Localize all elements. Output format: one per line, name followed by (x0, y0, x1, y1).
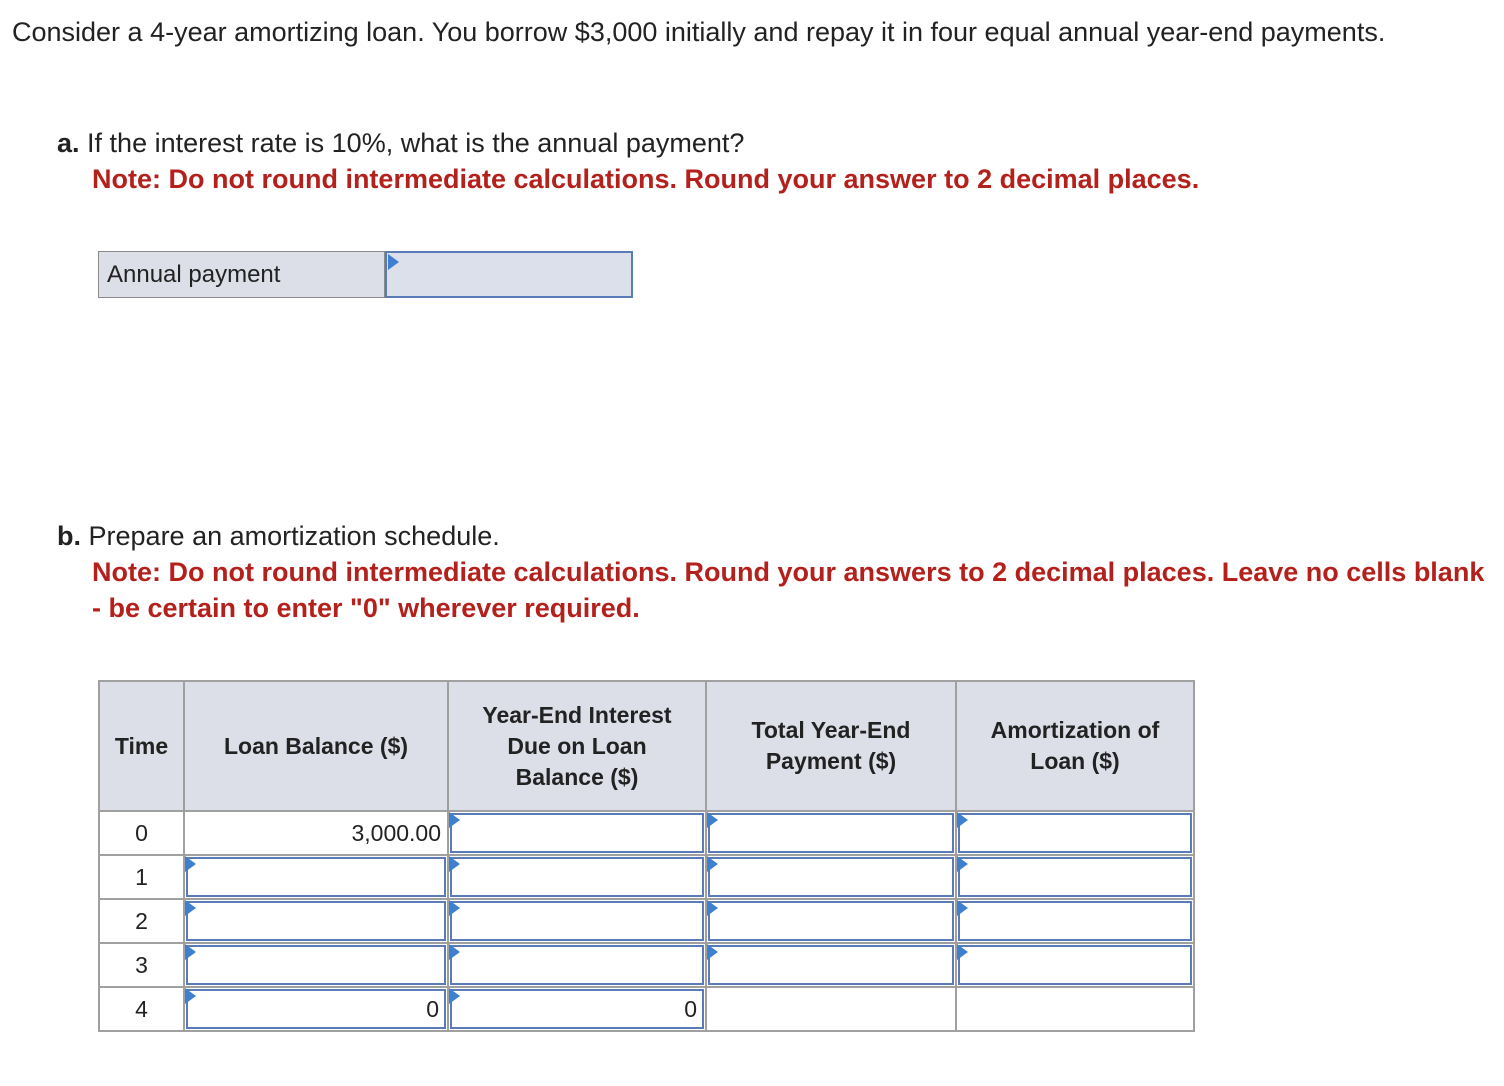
question-a (57, 125, 1497, 197)
time-cell: 2 (99, 899, 184, 943)
loan-balance-cell: 3,000.00 (184, 811, 448, 855)
interest-input[interactable] (448, 899, 706, 943)
payment-input[interactable] (706, 855, 956, 899)
amortization-input[interactable] (956, 811, 1194, 855)
input-marker-icon (388, 254, 399, 270)
input-marker-icon (185, 944, 196, 960)
payment-cell (706, 987, 956, 1031)
time-cell: 1 (99, 855, 184, 899)
input-marker-icon (185, 856, 196, 872)
loan-balance-input[interactable] (184, 987, 448, 1031)
amortization-input[interactable] (956, 855, 1194, 899)
payment-input[interactable] (706, 943, 956, 987)
annual-payment-input[interactable] (385, 251, 633, 298)
question-b (57, 518, 1497, 626)
input-marker-icon (185, 900, 196, 916)
question-a-note: Note: Do not round intermediate calculations. Round your answer to 2 decimal places. (92, 164, 1200, 194)
table-row (99, 943, 1194, 987)
input-marker-icon (957, 856, 968, 872)
input-marker-icon (449, 900, 460, 916)
interest-input[interactable] (448, 855, 706, 899)
amortization-input[interactable] (956, 943, 1194, 987)
loan-balance-value: 0 (426, 996, 439, 1022)
payment-input[interactable] (706, 811, 956, 855)
time-cell: 3 (99, 943, 184, 987)
amortization-schedule-table (98, 680, 1195, 1032)
header-amortization: Amortization of Loan ($) (956, 681, 1194, 811)
annual-payment-label-text: Annual payment (107, 261, 281, 288)
loan-balance-input[interactable] (184, 855, 448, 899)
loan-balance-input[interactable] (184, 943, 448, 987)
input-marker-icon (707, 900, 718, 916)
interest-value: 0 (684, 996, 697, 1022)
input-marker-icon (707, 944, 718, 960)
interest-input[interactable] (448, 987, 706, 1031)
input-marker-icon (957, 900, 968, 916)
annual-payment-row (98, 251, 633, 298)
time-cell: 4 (99, 987, 184, 1031)
question-b-note: Note: Do not round intermediate calculations. Round your answers to 2 decimal places. Leave no cells blank - be certain to enter "0" wherever required. (92, 557, 1485, 623)
input-marker-icon (185, 988, 196, 1004)
table-header-row (99, 681, 1194, 811)
interest-input[interactable] (448, 943, 706, 987)
table-row (99, 899, 1194, 943)
question-a-letter: a. (57, 128, 80, 158)
input-marker-icon (707, 856, 718, 872)
loan-balance-input[interactable] (184, 899, 448, 943)
table-row (99, 855, 1194, 899)
table-row (99, 987, 1194, 1031)
header-time: Time (99, 681, 184, 811)
input-marker-icon (449, 812, 460, 828)
header-loan-balance: Loan Balance ($) (184, 681, 448, 811)
table-row (99, 811, 1194, 855)
interest-input[interactable] (448, 811, 706, 855)
input-marker-icon (449, 856, 460, 872)
input-marker-icon (707, 812, 718, 828)
input-marker-icon (449, 944, 460, 960)
question-a-text: If the interest rate is 10%, what is the annual payment? (87, 128, 745, 158)
time-cell: 0 (99, 811, 184, 855)
amortization-input[interactable] (956, 899, 1194, 943)
payment-input[interactable] (706, 899, 956, 943)
question-b-text: Prepare an amortization schedule. (88, 521, 500, 551)
input-marker-icon (957, 944, 968, 960)
header-interest: Year-End Interest Due on Loan Balance ($) (448, 681, 706, 811)
input-marker-icon (449, 988, 460, 1004)
header-payment: Total Year-End Payment ($) (706, 681, 956, 811)
annual-payment-label (98, 251, 385, 298)
amortization-cell (956, 987, 1194, 1031)
problem-intro: Consider a 4-year amortizing loan. You borrow $3,000 initially and repay it in four equal annual year-end payments. (12, 17, 1386, 47)
input-marker-icon (957, 812, 968, 828)
question-b-letter: b. (57, 521, 81, 551)
